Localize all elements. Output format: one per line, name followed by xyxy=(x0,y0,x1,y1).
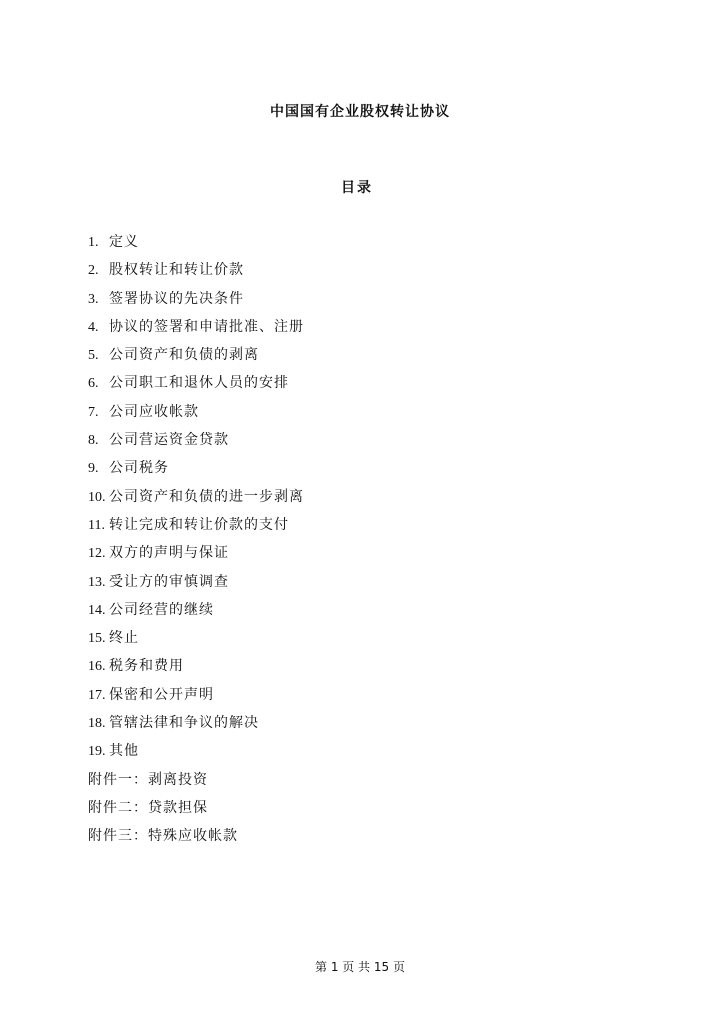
toc-item-label: 公司营运资金贷款 xyxy=(109,432,229,449)
toc-item-number: 10. xyxy=(88,489,106,505)
toc-item-label: 定义 xyxy=(109,234,139,250)
toc-item-label: 公司经营的继续 xyxy=(109,601,214,618)
toc-item-number: 12. xyxy=(88,546,106,562)
toc-item xyxy=(88,655,304,683)
toc-item xyxy=(88,372,304,400)
toc-item-label: 公司税务 xyxy=(109,460,169,477)
toc-item-number: 4. xyxy=(88,319,99,335)
toc-appendix-item xyxy=(88,797,304,825)
toc-item-label: 转让完成和转让价款的支付 xyxy=(109,516,289,533)
toc-item xyxy=(88,542,304,570)
toc-item-number: 9. xyxy=(88,461,99,477)
toc-item-label: 终止 xyxy=(109,630,139,647)
toc-item xyxy=(88,627,304,655)
page-footer: 第 1 页 共 15 页 xyxy=(315,960,405,974)
toc-item xyxy=(88,514,304,542)
toc-item xyxy=(88,401,304,429)
toc-item-label: 保密和公开声明 xyxy=(109,686,214,703)
toc-item-number: 5. xyxy=(88,348,99,364)
toc-item-number: 18. xyxy=(88,716,106,732)
toc-item-number: 16. xyxy=(88,659,106,675)
toc-item-number: 15. xyxy=(88,631,106,647)
toc-item xyxy=(88,457,304,485)
toc-item-label: 税务和费用 xyxy=(109,658,184,675)
toc-item xyxy=(88,599,304,627)
toc-item xyxy=(88,486,304,514)
toc-item-number: 6. xyxy=(88,376,99,392)
toc-appendix-label: 附件一：剥离投资 xyxy=(88,771,208,788)
toc-item-label: 协议的签署和申请批准、注册 xyxy=(109,318,304,335)
toc-item xyxy=(88,684,304,712)
toc-item-label: 其他 xyxy=(109,743,139,760)
toc-item xyxy=(88,288,304,316)
toc-item-number: 14. xyxy=(88,602,106,618)
toc-item xyxy=(88,344,304,372)
toc-item xyxy=(88,231,304,259)
toc-item-label: 签署协议的先决条件 xyxy=(109,290,244,307)
document-title: 中国国有企业股权转让协议 xyxy=(270,104,450,120)
toc-appendix-label: 附件二：贷款担保 xyxy=(88,799,208,816)
toc-appendix-item xyxy=(88,825,304,853)
toc-item-number: 2. xyxy=(88,263,99,279)
toc-item xyxy=(88,429,304,457)
toc-item xyxy=(88,740,304,768)
toc-item-number: 17. xyxy=(88,687,106,703)
toc-appendix-label: 附件三：特殊应收帐款 xyxy=(88,828,238,845)
toc-item xyxy=(88,316,304,344)
toc-item-number: 3. xyxy=(88,291,99,307)
toc-item-label: 公司应收帐款 xyxy=(109,403,199,420)
toc-item-number: 7. xyxy=(88,404,99,420)
toc-heading: 目录 xyxy=(341,180,373,196)
toc-item-label: 公司职工和退休人员的安排 xyxy=(109,375,289,392)
toc-item-label: 股权转让和转让价款 xyxy=(109,262,244,279)
table-of-contents xyxy=(88,231,304,854)
toc-item xyxy=(88,259,304,287)
toc-appendix-item xyxy=(88,769,304,797)
toc-item xyxy=(88,571,304,599)
toc-item-number: 1. xyxy=(88,235,99,250)
toc-item-number: 11. xyxy=(88,517,105,533)
toc-item xyxy=(88,712,304,740)
toc-item-number: 13. xyxy=(88,574,106,590)
toc-item-label: 公司资产和负债的进一步剥离 xyxy=(109,488,304,505)
toc-item-label: 公司资产和负债的剥离 xyxy=(109,347,259,364)
toc-item-label: 双方的声明与保证 xyxy=(109,545,229,562)
toc-item-number: 8. xyxy=(88,433,99,449)
toc-item-label: 受让方的审慎调查 xyxy=(109,573,229,590)
toc-item-number: 19. xyxy=(88,744,106,760)
toc-item-label: 管辖法律和争议的解决 xyxy=(109,715,259,732)
